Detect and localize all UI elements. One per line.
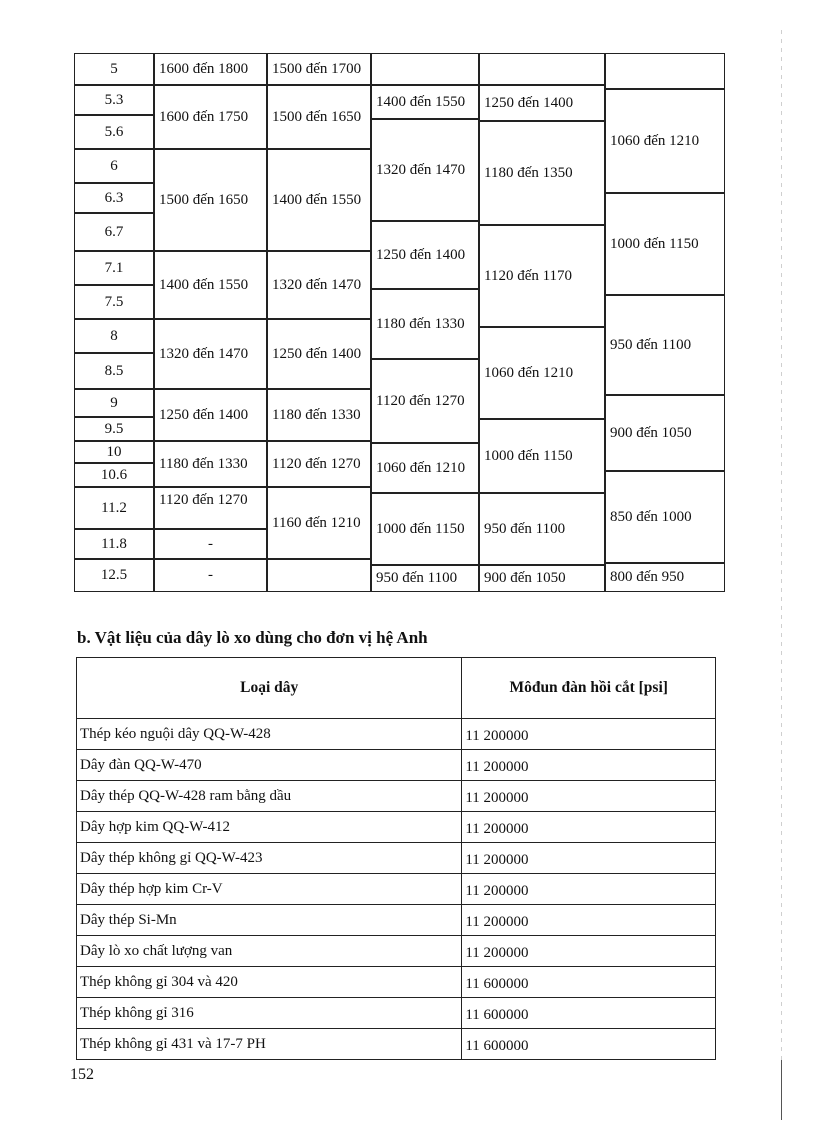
table-cell: 6: [74, 149, 154, 183]
table-cell: 11.8: [74, 529, 154, 559]
table-cell: 1120 đến 1170: [479, 225, 605, 327]
table-cell: 1180 đến 1350: [479, 121, 605, 225]
modulus-value: 11 200000: [462, 843, 716, 874]
table-cell: 6.7: [74, 213, 154, 251]
table-cell: 12.5: [74, 559, 154, 592]
modulus-value: 11 200000: [462, 812, 716, 843]
wire-name: Dây hợp kim QQ-W-412: [77, 812, 462, 843]
table-cell: 8: [74, 319, 154, 353]
wire-name: Dây thép Si-Mn: [77, 905, 462, 936]
modulus-value: 11 200000: [462, 874, 716, 905]
table-row: [77, 905, 716, 936]
table-cell: [267, 559, 371, 592]
table-row: [77, 936, 716, 967]
modulus-value: 11 200000: [462, 781, 716, 812]
table-cell: 1250 đến 1400: [267, 319, 371, 389]
modulus-value: 11 200000: [462, 750, 716, 781]
table-row: [77, 750, 716, 781]
table-cell: 1250 đến 1400: [154, 389, 267, 441]
table-cell: [371, 53, 479, 85]
wire-material-table: [76, 657, 716, 1060]
table-row: [77, 719, 716, 750]
wire-name: Dây thép hợp kim Cr-V: [77, 874, 462, 905]
table-cell: 1400 đến 1550: [154, 251, 267, 319]
table-cell: 1250 đến 1400: [479, 85, 605, 121]
table-cell: 950 đến 1100: [479, 493, 605, 565]
scan-margin-line: [781, 30, 782, 1120]
table-cell: 1160 đến 1210: [267, 487, 371, 559]
modulus-value: 11 200000: [462, 905, 716, 936]
table-cell: 5.3: [74, 85, 154, 115]
modulus-value: 11 600000: [462, 967, 716, 998]
table-cell: 1250 đến 1400: [371, 221, 479, 289]
table-cell: 1120 đến 1270: [267, 441, 371, 487]
table-cell: 1320 đến 1470: [154, 319, 267, 389]
wire-name: Dây thép QQ-W-428 ram bằng dầu: [77, 781, 462, 812]
table-cell: 9.5: [74, 417, 154, 441]
table-cell: 1320 đến 1470: [371, 119, 479, 221]
wire-name: Thép không gỉ 431 và 17-7 PH: [77, 1029, 462, 1060]
table-cell: 1400 đến 1550: [267, 149, 371, 251]
table-cell: 7.5: [74, 285, 154, 319]
table-row: [77, 1029, 716, 1060]
table-cell: -: [154, 559, 267, 592]
table-cell: 1180 đến 1330: [267, 389, 371, 441]
table-cell: 1060 đến 1210: [605, 89, 725, 193]
table-cell: [479, 53, 605, 85]
table-cell: 10.6: [74, 463, 154, 487]
section-heading: b. Vật liệu của dây lò xo dùng cho đơn vị hệ Anh: [77, 628, 428, 647]
table-cell: 8.5: [74, 353, 154, 389]
table-cell: 850 đến 1000: [605, 471, 725, 563]
modulus-value: 11 600000: [462, 998, 716, 1029]
table-cell: 1600 đến 1750: [154, 85, 267, 149]
table-cell: 11.2: [74, 487, 154, 529]
table-cell: 1320 đến 1470: [267, 251, 371, 319]
table-cell: 1400 đến 1550: [371, 85, 479, 119]
wire-name: Thép không gỉ 304 và 420: [77, 967, 462, 998]
table-cell: 950 đến 1100: [605, 295, 725, 395]
table-cell: 900 đến 1050: [479, 565, 605, 592]
table-cell: 1120 đến 1270: [371, 359, 479, 443]
table-row: [77, 967, 716, 998]
modulus-value: 11 200000: [462, 719, 716, 750]
table-header-row: [77, 658, 716, 719]
table-cell: 5.6: [74, 115, 154, 149]
table-cell: 1000 đến 1150: [479, 419, 605, 493]
table-cell: 6.3: [74, 183, 154, 213]
table-cell: 1180 đến 1330: [371, 289, 479, 359]
table-cell: [605, 53, 725, 89]
wire-name: Dây thép không gỉ QQ-W-423: [77, 843, 462, 874]
table-cell: -: [154, 529, 267, 559]
wire-name: Dây đàn QQ-W-470: [77, 750, 462, 781]
table-cell: 1000 đến 1150: [371, 493, 479, 565]
table-cell: 1060 đến 1210: [371, 443, 479, 493]
table-cell: 1000 đến 1150: [605, 193, 725, 295]
table-cell: 1180 đến 1330: [154, 441, 267, 487]
table-row: [77, 812, 716, 843]
table-row: [77, 874, 716, 905]
table-cell: 9: [74, 389, 154, 417]
column-header-wire-type: Loại dây: [77, 658, 462, 719]
modulus-value: 11 200000: [462, 936, 716, 967]
table-cell: 7.1: [74, 251, 154, 285]
table-cell: 10: [74, 441, 154, 463]
table-row: [77, 843, 716, 874]
table-cell: 800 đến 950: [605, 563, 725, 592]
page-number: 152: [70, 1066, 94, 1083]
table-cell: 1500 đến 1700: [267, 53, 371, 85]
tensile-strength-table: [74, 53, 725, 592]
table-cell: 1600 đến 1800: [154, 53, 267, 85]
table-cell: 1120 đến 1270: [154, 487, 267, 529]
table-row: [77, 781, 716, 812]
wire-name: Thép không gỉ 316: [77, 998, 462, 1029]
table-cell: 950 đến 1100: [371, 565, 479, 592]
table-cell: 1500 đến 1650: [267, 85, 371, 149]
table-row: [77, 998, 716, 1029]
scan-margin-line: [781, 1060, 782, 1120]
table-cell: 1500 đến 1650: [154, 149, 267, 251]
table-cell: 1060 đến 1210: [479, 327, 605, 419]
table-cell: 900 đến 1050: [605, 395, 725, 471]
wire-name: Dây lò xo chất lượng van: [77, 936, 462, 967]
wire-name: Thép kéo nguội dây QQ-W-428: [77, 719, 462, 750]
column-header-shear-modulus: Môđun đàn hồi cắt [psi]: [462, 658, 716, 719]
table-cell: 5: [74, 53, 154, 85]
modulus-value: 11 600000: [462, 1029, 716, 1060]
